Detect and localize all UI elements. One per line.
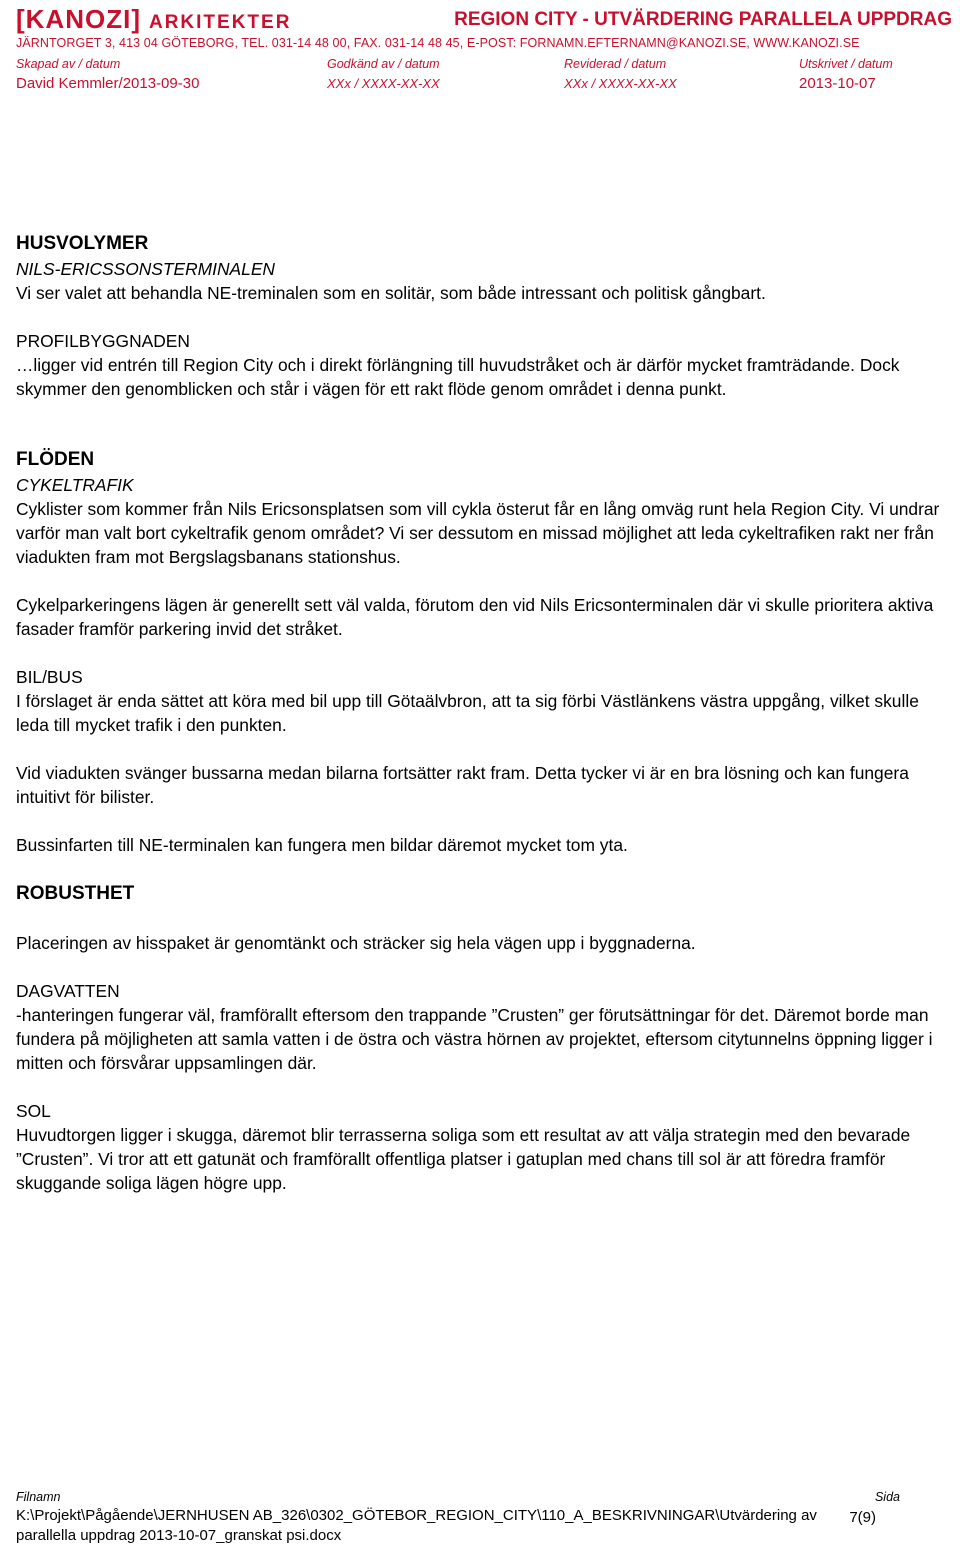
document-metadata-bar (0, 55, 960, 99)
paragraph: I förslaget är enda sättet att köra med bil upp till Götaälvbron, att ta sig förbi Västlänkens västra uppgång, vilket skulle leda till mycket trafik i den punkten. (16, 691, 919, 735)
paragraph: -hanteringen fungerar väl, framförallt eftersom den trappande ”Crusten” ger förutsättningar för det. Däremot borde man fundera på möjligheten att samla vatten i de östra och västra hörnen av projektet, eftersom citytunnelns öppning ligger i mitten och försvårar uppsamlingen där. (16, 1005, 933, 1073)
created-by-value: David Kemmler/2013-09-30 (16, 75, 200, 92)
company-address: JÄRNTORGET 3, 413 04 GÖTEBORG, TEL. 031-14 48 00, FAX. 031-14 48 45, E-POST: FORNAMN.EFTERNAMN@KANOZI.SE, WWW.KANOZI.SE (16, 36, 860, 50)
subheading-nils-ericssonsterminalen: NILS-ERICSSONSTERMINALEN (16, 259, 275, 279)
paragraph: Huvudtorgen ligger i skugga, däremot blir terrasserna soliga som ett resultat av att välja strategin med den bevarade ”Crusten”. Vi tror att ett gatunät och framförallt offentliga platser i gatuplan med chans till sol är att föredra framför skuggande soliga lägen högre upp. (16, 1125, 911, 1193)
document-footer (16, 1488, 952, 1546)
approved-by-label: Godkänd av / datum (327, 57, 440, 71)
paragraph: Vid viadukten svänger bussarna medan bilarna fortsätter rakt fram. Detta tycker vi är en bra lösning och kan fungera intuitivt för bilister. (16, 763, 909, 807)
header (16, 4, 952, 34)
section-heading-floden: FLÖDEN (16, 449, 95, 470)
section-heading-robusthet: ROBUSTHET (16, 883, 135, 904)
subheading-profilbyggnaden: PROFILBYGGNADEN (16, 331, 190, 351)
printed-label: Utskrivet / datum (799, 57, 893, 71)
section-heading-husvolymer: HUSVOLYMER (16, 233, 149, 254)
printed-field (799, 55, 893, 95)
file-name-label: Filnamn (16, 1490, 61, 1504)
company-logo (16, 4, 291, 38)
paragraph: Bussinfarten till NE-terminalen kan fungera men bildar däremot mycket tom yta. (16, 835, 628, 855)
subheading-dagvatten: DAGVATTEN (16, 981, 120, 1001)
printed-value: 2013-10-07 (799, 75, 876, 92)
project-title: REGION CITY - UTVÄRDERING PARALLELA UPPDRAG (454, 9, 952, 30)
paragraph: Vi ser valet att behandla NE-treminalen som en solitär, som både intressant och politisk gångbart. (16, 283, 766, 303)
approved-by-value: XXx / XXXX-XX-XX (327, 76, 440, 91)
paragraph: Cyklister som kommer från Nils Ericsonsplatsen som vill cykla österut får en lång omväg runt hela Region City. Vi undrar varför man valt bort cykeltrafik genom området? Vi ser dessutom en missad möjlighet att leda cykeltrafiken rakt ner från viadukten fram mot Bergslagsbanans stationshus. (16, 499, 940, 567)
approved-by-field (327, 55, 440, 95)
page-label: Sida (874, 1490, 900, 1504)
revised-value: XXx / XXXX-XX-XX (564, 76, 677, 91)
revised-field (564, 55, 677, 95)
file-name-value: K:\Projekt\Pågående\JERNHUSEN AB_326\0302_GÖTEBOR_REGION_CITY\110_A_BESKRIVNINGAR\Utvärdering av parallella uppdrag 2013-10-07_granskat psi.docx (16, 1507, 817, 1544)
paragraph: Cykelparkeringens lägen är generellt sett väl valda, förutom den vid Nils Ericsonterminalen där vi skulle prioritera aktiva fasader framför parkering invid det stråket. (16, 595, 934, 639)
document-body (16, 231, 952, 1195)
page-number: 7(9) (849, 1509, 876, 1526)
subheading-sol: SOL (16, 1101, 51, 1121)
logo-suffix: ARKITEKTER (148, 12, 292, 33)
created-by-field (16, 55, 199, 95)
logo-text: [KANOZI] (16, 4, 141, 34)
paragraph: …ligger vid entrén till Region City och i direkt förlängning till huvudstråket och är därför mycket framträdande. Dock skymmer den genomblicken och står i vägen för ett rakt flöde genom området i denna punkt. (16, 355, 900, 399)
subheading-cykeltrafik: CYKELTRAFIK (16, 475, 134, 495)
revised-label: Reviderad / datum (564, 57, 667, 71)
created-by-label: Skapad av / datum (16, 57, 121, 71)
subheading-bil-bus: BIL/BUS (16, 667, 83, 687)
paragraph: Placeringen av hisspaket är genomtänkt och sträcker sig hela vägen upp i byggnaderna. (16, 933, 696, 953)
